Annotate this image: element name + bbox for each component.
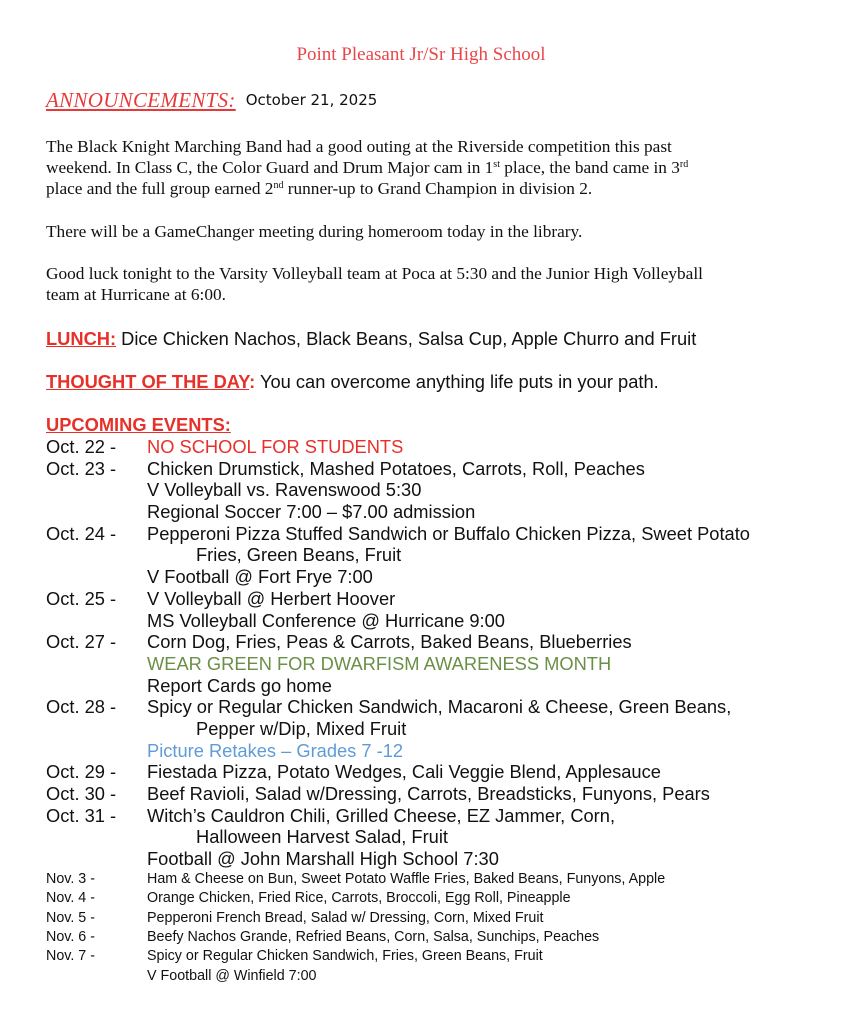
ordinal-suffix: nd (273, 180, 284, 191)
lunch-line (46, 328, 696, 350)
event-text: Beefy Nachos Grande, Refried Beans, Corn, Salsa, Sunchips, Peaches (147, 928, 600, 945)
event-date: Oct. 27 - (46, 631, 117, 653)
band-line-1: The Black Knight Marching Band had a good outing at the Riverside competition this past (46, 137, 672, 156)
event-row (46, 826, 836, 848)
event-row (46, 588, 836, 610)
event-date: Oct. 24 - (46, 522, 117, 544)
event-date: Oct. 22 - (46, 436, 117, 457)
event-row (46, 805, 836, 827)
band-line-2-text-a: weekend. In Class C, the Color Guard and Drum Major cam in 1 (46, 158, 494, 177)
event-text: Spicy or Regular Chicken Sandwich, Macaroni & Cheese, Green Beans, (147, 696, 732, 718)
event-row (46, 889, 836, 908)
thought-text: You can overcome anything life puts in your path. (255, 371, 659, 392)
event-text: Ham & Cheese on Bun, Sweet Potato Waffle Fries, Baked Beans, Funyons, Apple (147, 870, 666, 887)
event-text: V Football @ Winfield 7:00 (147, 967, 317, 984)
event-text: Fries, Green Beans, Fruit (196, 544, 402, 566)
event-text: V Football @ Fort Frye 7:00 (147, 566, 373, 588)
event-date: Nov. 5 - (46, 909, 95, 926)
ordinal-suffix: rd (679, 159, 689, 170)
event-row (46, 523, 836, 545)
event-text: Pepperoni Pizza Stuffed Sandwich or Buffalo Chicken Pizza, Sweet Potato (147, 522, 750, 544)
event-date: Nov. 4 - (46, 890, 95, 907)
event-text: WEAR GREEN FOR DWARFISM AWARENESS MONTH (147, 652, 612, 674)
event-row (46, 848, 836, 870)
event-row (46, 870, 836, 889)
event-text: Regional Soccer 7:00 – $7.00 admission (147, 501, 476, 523)
event-text: Pepper w/Dip, Mixed Fruit (196, 717, 407, 739)
event-row (46, 696, 836, 718)
event-date: Oct. 23 - (46, 457, 117, 479)
event-row (46, 947, 836, 966)
event-row (46, 610, 836, 632)
event-text: Spicy or Regular Chicken Sandwich, Fries, Green Beans, Fruit (147, 948, 543, 965)
volleyball-line-1: Good luck tonight to the Varsity Volleyball team at Poca at 5:30 and the Junior High Volleyball (46, 264, 703, 283)
upcoming-events-heading (46, 414, 231, 436)
announcements-heading: ANNOUNCEMENTS: (46, 88, 236, 112)
event-row (46, 928, 836, 947)
event-date: Nov. 6 - (46, 928, 95, 945)
event-text: MS Volleyball Conference @ Hurricane 9:00 (147, 609, 505, 631)
event-text: Orange Chicken, Fried Rice, Carrots, Broccoli, Egg Roll, Pineapple (147, 890, 571, 907)
event-date: Oct. 29 - (46, 761, 117, 783)
event-text: Football @ John Marshall High School 7:30 (147, 848, 499, 870)
upcoming-events-label: UPCOMING EVENTS: (46, 414, 231, 435)
event-text: Fiestada Pizza, Potato Wedges, Cali Veggie Blend, Applesauce (147, 761, 661, 783)
event-text: Halloween Harvest Salad, Fruit (196, 826, 448, 848)
lunch-label: LUNCH: (46, 328, 117, 349)
school-name: Point Pleasant Jr/Sr High School (296, 44, 546, 65)
event-text: Report Cards go home (147, 674, 332, 696)
band-line-3 (46, 178, 806, 199)
event-date: Oct. 28 - (46, 696, 117, 718)
event-text: Pepperoni French Bread, Salad w/ Dressing, Corn, Mixed Fruit (147, 909, 544, 926)
event-row (46, 761, 836, 783)
event-row (46, 783, 836, 805)
band-announcement (46, 136, 806, 199)
event-text: Chicken Drumstick, Mashed Potatoes, Carrots, Roll, Peaches (147, 457, 645, 479)
event-row (46, 675, 836, 697)
volleyball-line-2: team at Hurricane at 6:00. (46, 285, 226, 304)
event-text: Beef Ravioli, Salad w/Dressing, Carrots, Breadsticks, Funyons, Pears (147, 783, 710, 804)
announcement-date: October 21, 2025 (245, 91, 378, 109)
event-row (46, 909, 836, 928)
ordinal-suffix: st (493, 159, 500, 170)
event-row (46, 631, 836, 653)
event-date: Nov. 3 - (46, 870, 95, 887)
event-text: Corn Dog, Fries, Peas & Carrots, Baked Beans, Blueberries (147, 631, 632, 653)
volleyball-announcement (46, 263, 806, 305)
event-text: V Volleyball vs. Ravenswood 5:30 (147, 479, 422, 501)
event-row (46, 436, 836, 458)
event-date: Oct. 30 - (46, 783, 117, 804)
event-text: V Volleyball @ Herbert Hoover (147, 587, 396, 609)
event-row (46, 967, 836, 986)
event-text: NO SCHOOL FOR STUDENTS (147, 436, 404, 457)
band-line-3-text-a: place and the full group earned 2 (46, 179, 274, 198)
gamechanger-announcement: There will be a GameChanger meeting during homeroom today in the library. (46, 222, 583, 241)
band-line-2 (46, 157, 806, 178)
event-row (46, 566, 836, 588)
event-date: Oct. 31 - (46, 804, 117, 826)
lunch-text: Dice Chicken Nachos, Black Beans, Salsa Cup, Apple Churro and Fruit (116, 328, 697, 349)
event-date: Nov. 7 - (46, 948, 95, 965)
thought-colon: : (249, 371, 256, 392)
event-row (46, 458, 836, 480)
event-row (46, 740, 836, 762)
event-row (46, 544, 836, 566)
thought-label: THOUGHT OF THE DAY (46, 371, 250, 392)
event-row (46, 653, 836, 675)
event-row (46, 479, 836, 501)
event-row (46, 718, 836, 740)
thought-line (46, 371, 659, 393)
band-line-3-text-b: runner-up to Grand Champion in division 2. (283, 179, 593, 198)
event-date: Oct. 25 - (46, 587, 117, 609)
event-text: Picture Retakes – Grades 7 -12 (147, 739, 404, 761)
announcements-header (46, 88, 377, 113)
event-text: Witch’s Cauldron Chili, Grilled Cheese, EZ Jammer, Corn, (147, 804, 616, 826)
events-list (46, 436, 836, 986)
band-line-2-text-b: place, the band came in 3 (499, 158, 680, 177)
event-row (46, 501, 836, 523)
